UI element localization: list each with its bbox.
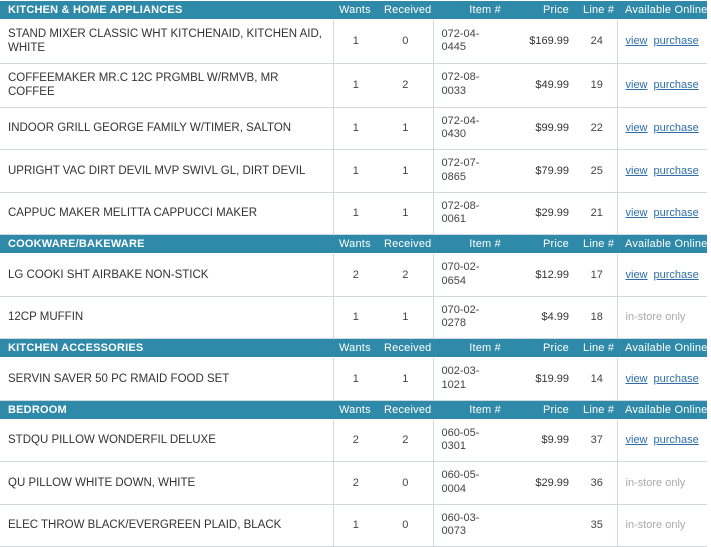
table-row (0, 20, 707, 64)
purchase-link[interactable]: purchase (653, 207, 699, 220)
column-header-price: Price (509, 235, 577, 254)
column-header-price: Price (509, 400, 577, 419)
purchase-link[interactable]: purchase (653, 164, 699, 177)
item-line-number: 25 (577, 150, 617, 193)
table-row (0, 296, 707, 339)
item-number-suffix: 0004 (441, 482, 466, 495)
column-header-received: Received (378, 1, 433, 20)
item-number (433, 150, 509, 193)
item-received: 0 (378, 462, 433, 505)
column-header-wants: Wants (333, 1, 378, 20)
table-row (0, 504, 707, 547)
column-header-wants: Wants (333, 235, 378, 254)
item-number (433, 504, 509, 547)
section-title: BEDROOM (0, 400, 333, 419)
column-header-received: Received (378, 400, 433, 419)
column-header-item-no: Item # (433, 1, 509, 20)
view-link[interactable]: view (625, 122, 648, 135)
item-wants: 1 (333, 358, 378, 401)
item-description: ELEC THROW BLACK/EVERGREEN PLAID, BLACK (0, 504, 333, 547)
item-price: $49.99 (509, 63, 577, 107)
view-link[interactable]: view (625, 35, 648, 48)
item-number (433, 192, 509, 235)
item-number-suffix: 0445 (441, 41, 466, 54)
item-availability-cell (617, 504, 707, 547)
item-description: SERVIN SAVER 50 PC RMAID FOOD SET (0, 358, 333, 401)
item-availability-cell (617, 192, 707, 235)
table-row (0, 107, 707, 150)
item-wants: 1 (333, 296, 378, 339)
purchase-link[interactable]: purchase (653, 434, 699, 447)
item-price: $29.99 (509, 192, 577, 235)
purchase-link[interactable]: purchase (653, 79, 699, 92)
item-availability-cell (617, 107, 707, 150)
section-header-row (0, 339, 707, 358)
item-received: 1 (378, 358, 433, 401)
in-store-only-label: in-store only (625, 519, 686, 532)
item-received: 2 (378, 63, 433, 107)
item-number-suffix: 0301 (441, 440, 466, 453)
column-header-received: Received (378, 235, 433, 254)
column-header-item-no: Item # (433, 339, 509, 358)
item-number-prefix: 072-08- (441, 71, 480, 84)
view-link[interactable]: view (625, 372, 648, 385)
table-row (0, 63, 707, 107)
item-wants: 2 (333, 419, 378, 462)
column-header-available-online: Available Online (617, 339, 707, 358)
item-description: 12CP MUFFIN (0, 296, 333, 339)
purchase-link[interactable]: purchase (653, 372, 699, 385)
item-price: $19.99 (509, 358, 577, 401)
table-row (0, 150, 707, 193)
column-header-item-no: Item # (433, 400, 509, 419)
item-line-number: 14 (577, 358, 617, 401)
table-row (0, 358, 707, 401)
item-received: 0 (378, 20, 433, 64)
column-header-wants: Wants (333, 400, 378, 419)
item-description: STDQU PILLOW WONDERFIL DELUXE (0, 419, 333, 462)
item-number (433, 419, 509, 462)
column-header-price: Price (509, 339, 577, 358)
view-link[interactable]: view (625, 79, 648, 92)
item-received: 1 (378, 150, 433, 193)
item-number-prefix: 072-04- (441, 114, 480, 127)
column-header-available-online: Available Online (617, 235, 707, 254)
item-wants: 2 (333, 254, 378, 297)
item-number-suffix: 0073 (441, 525, 466, 538)
item-received: 1 (378, 107, 433, 150)
item-number-prefix: 070-02- (441, 261, 480, 273)
section-header-row (0, 235, 707, 254)
item-line-number: 35 (577, 504, 617, 547)
item-received: 2 (378, 419, 433, 462)
view-link[interactable]: view (625, 434, 648, 447)
item-number-suffix: 0278 (441, 317, 466, 330)
item-number (433, 63, 509, 107)
item-wants: 2 (333, 462, 378, 505)
item-line-number: 24 (577, 20, 617, 64)
item-price (509, 504, 577, 547)
column-header-wants: Wants (333, 339, 378, 358)
item-wants: 1 (333, 150, 378, 193)
item-line-number: 21 (577, 192, 617, 235)
item-line-number: 18 (577, 296, 617, 339)
item-number-prefix: 072-08- (441, 199, 480, 212)
item-price: $29.99 (509, 462, 577, 505)
table-row (0, 462, 707, 505)
column-header-price: Price (509, 1, 577, 20)
section-title: KITCHEN & HOME APPLIANCES (0, 1, 333, 20)
purchase-link[interactable]: purchase (653, 122, 699, 135)
section-title: KITCHEN ACCESSORIES (0, 339, 333, 358)
table-row (0, 192, 707, 235)
item-price: $9.99 (509, 419, 577, 462)
item-number-suffix: 0033 (441, 85, 466, 98)
section-header-row (0, 400, 707, 419)
item-wants: 1 (333, 192, 378, 235)
item-description: STAND MIXER CLASSIC WHT KITCHENAID, KITCHEN AID, WHITE (0, 20, 333, 64)
item-number-suffix: 1021 (441, 378, 466, 391)
item-number (433, 20, 509, 64)
item-description: UPRIGHT VAC DIRT DEVIL MVP SWIVL GL, DIRT DEVIL (0, 150, 333, 193)
column-header-available-online: Available Online (617, 1, 707, 20)
item-price: $99.99 (509, 107, 577, 150)
item-number-suffix: 0654 (441, 274, 466, 287)
item-received: 0 (378, 504, 433, 547)
item-wants: 1 (333, 20, 378, 64)
item-number (433, 107, 509, 150)
item-availability-cell (617, 419, 707, 462)
purchase-link[interactable]: purchase (653, 35, 699, 48)
item-number (433, 254, 509, 297)
view-link[interactable]: view (625, 207, 648, 220)
item-wants: 1 (333, 63, 378, 107)
column-header-line-no: Line # (577, 1, 617, 20)
item-received: 1 (378, 192, 433, 235)
in-store-only-label: in-store only (625, 476, 686, 489)
item-number (433, 462, 509, 505)
item-wants: 1 (333, 107, 378, 150)
item-wants: 1 (333, 504, 378, 547)
item-number-suffix: 0865 (441, 170, 466, 183)
item-line-number: 17 (577, 254, 617, 297)
item-description: COFFEEMAKER MR.C 12C PRGMBL W/RMVB, MR COFFEE (0, 63, 333, 107)
item-price: $169.99 (509, 20, 577, 64)
item-availability-cell (617, 254, 707, 297)
item-number-prefix: 060-03- (441, 511, 480, 524)
item-received: 2 (378, 254, 433, 297)
section-header-row (0, 1, 707, 20)
item-line-number: 37 (577, 419, 617, 462)
item-availability-cell (617, 296, 707, 339)
item-received: 1 (378, 296, 433, 339)
item-number (433, 296, 509, 339)
section-title: COOKWARE/BAKEWARE (0, 235, 333, 254)
item-line-number: 22 (577, 107, 617, 150)
item-availability-cell (617, 20, 707, 64)
item-line-number: 36 (577, 462, 617, 505)
column-header-item-no: Item # (433, 235, 509, 254)
item-price: $79.99 (509, 150, 577, 193)
item-number-prefix: 072-04- (441, 27, 480, 40)
item-availability-cell (617, 63, 707, 107)
item-availability-cell (617, 150, 707, 193)
item-number (433, 358, 509, 401)
item-description: INDOOR GRILL GEORGE FAMILY W/TIMER, SALTON (0, 107, 333, 150)
item-availability-cell (617, 462, 707, 505)
item-price: $4.99 (509, 296, 577, 339)
column-header-line-no: Line # (577, 400, 617, 419)
purchase-link[interactable]: purchase (653, 268, 699, 281)
column-header-available-online: Available Online (617, 400, 707, 419)
item-line-number: 19 (577, 63, 617, 107)
item-number-prefix: 060-05- (441, 426, 480, 439)
table-row (0, 254, 707, 297)
table-row (0, 419, 707, 462)
column-header-line-no: Line # (577, 339, 617, 358)
column-header-received: Received (378, 339, 433, 358)
view-link[interactable]: view (625, 164, 648, 177)
item-number-prefix: 060-05- (441, 469, 480, 481)
item-number-suffix: 0430 (441, 128, 466, 141)
item-description: CAPPUC MAKER MELITTA CAPPUCCI MAKER (0, 192, 333, 235)
view-link[interactable]: view (625, 268, 648, 281)
item-number-prefix: 002-03- (441, 365, 480, 377)
column-header-line-no: Line # (577, 235, 617, 254)
in-store-only-label: in-store only (625, 311, 686, 324)
item-number-prefix: 072-07- (441, 157, 480, 169)
item-description: QU PILLOW WHITE DOWN, WHITE (0, 462, 333, 505)
item-price: $12.99 (509, 254, 577, 297)
item-availability-cell (617, 358, 707, 401)
item-number-suffix: 0061 (441, 213, 466, 226)
item-description: LG COOKI SHT AIRBAKE NON-STICK (0, 254, 333, 297)
item-number-prefix: 070-02- (441, 303, 480, 316)
